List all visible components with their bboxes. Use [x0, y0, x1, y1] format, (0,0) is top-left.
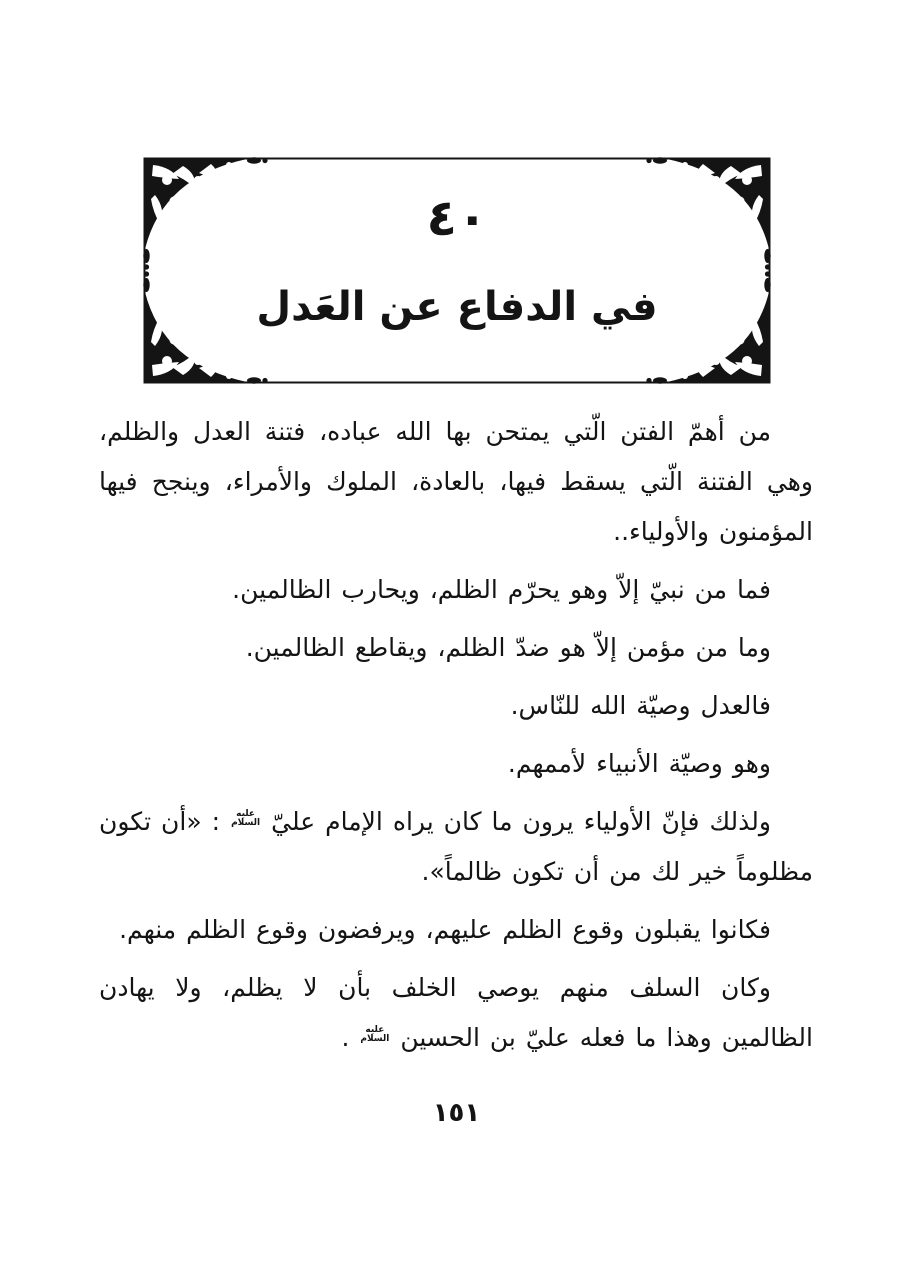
honorific-alayhis-salam: عليه السلام [231, 808, 261, 828]
ornamental-frame [143, 157, 771, 384]
honorific-alayhis-salam: عليه السلام [360, 1024, 390, 1044]
paragraph: من أهمّ الفتن الّتي يمتحن بها الله عباده، فتنة العدل والظلم، وهي الفتنة الّتي يسقط فيها، بالعادة، الملوك والأمراء، وينجح فيها المؤمنون والأولياء.. [99, 417, 813, 546]
paragraph: وهو وصيّة الأنبياء لأممهم. [507, 749, 771, 778]
page-number: ١٥١ [432, 1098, 481, 1128]
paragraph: فكانوا يقبلون وقوع الظلم عليهم، ويرفضون وقوع الظلم منهم. [119, 915, 771, 944]
chapter-number: ٤٠ [426, 189, 488, 247]
paragraph: فما من نبيّ إلاّ وهو يحرّم الظلم، ويحارب الظالمين. [232, 575, 771, 604]
chapter-title: في الدفاع عن العَدل [256, 284, 658, 330]
paragraph: وما من مؤمن إلاّ هو ضدّ الظلم، ويقاطع الظالمين. [245, 633, 771, 662]
paragraph: ولذلك فإنّ الأولياء يرون ما كان يراه الإمام عليّ عليه السلام : «أن تكون مظلوماً خير لك من أن تكون ظالماً». [99, 807, 813, 886]
paragraph: وكان السلف منهم يوصي الخلف بأن لا يظلم، ولا يهادن الظالمين وهذا ما فعله عليّ بن الحسين عليه السلام . [99, 973, 813, 1052]
paragraph: فالعدل وصيّة الله للنّاس. [510, 691, 771, 720]
body-text [99, 407, 813, 1071]
